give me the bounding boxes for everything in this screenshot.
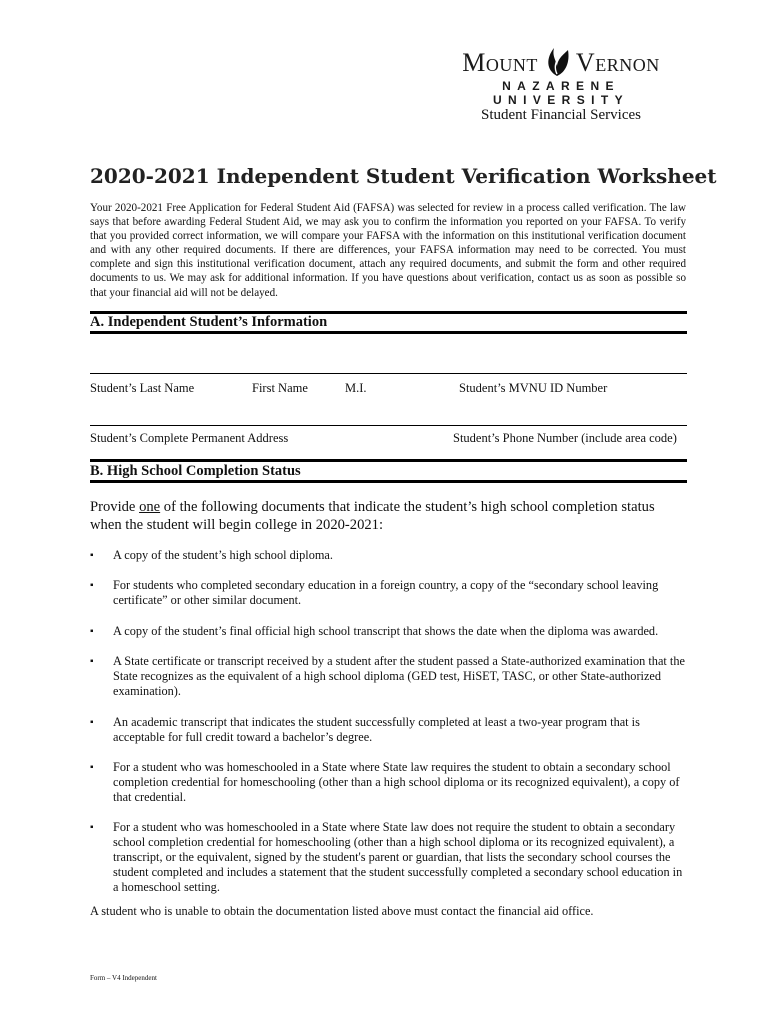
list-item: ▪ A copy of the student’s final official high school transcript that shows the date when the diploma was awarded. bbox=[90, 623, 659, 638]
list-item: ▪ A copy of the student’s high school diploma. bbox=[90, 548, 333, 562]
list-item: ▪ An academic transcript that indicates the student successfully completed at least a two-year program that is acceptable for full credit toward a bachelor’s degree. bbox=[90, 714, 640, 744]
square-bullet-icon: ▪ bbox=[90, 761, 94, 773]
first-name-label: First Name bbox=[252, 381, 308, 395]
section-b-bottom-bar bbox=[90, 480, 687, 483]
provide-text-emphasis: one bbox=[139, 499, 161, 515]
section-b-top-bar bbox=[90, 459, 687, 462]
provide-text-end: of the following documents that indicate the student’s high school completion status when the student will begin college in 2020-2021: bbox=[90, 499, 655, 533]
section-b-heading-text: B. High School Completion Status bbox=[90, 463, 301, 479]
square-bullet-icon: ▪ bbox=[90, 716, 94, 728]
square-bullet-icon: ▪ bbox=[90, 625, 94, 637]
last-name-label: Student’s Last Name bbox=[90, 381, 195, 395]
square-bullet-icon: ▪ bbox=[90, 822, 94, 834]
page-title: 2020-2021 Independent Student Verification Worksheet bbox=[90, 164, 717, 188]
intro-paragraph: Your 2020-2021 Free Application for Federal Student Aid (FAFSA) was selected for review in a process called verification. The law says that before awarding Federal Student Aid, we may ask you to confirm the information you reported on your FAFSA. To verify that you provided correct information, we will compare your FAFSA with the information on this institutional verification document and with any other required documents. If there are differences, your FAFSA information may need to be corrected. You must complete and sign this institutional verification document, attach any required documents, and submit the form and other required documents to us. We may ask for additional information. If you have questions about verification, contact us as soon as possible so that your financial aid will not be delayed. bbox=[90, 202, 686, 299]
section-b-heading bbox=[90, 463, 301, 481]
list-item: ▪ A State certificate or transcript received by a student after the student passed a State-authorized examination that the State recognizes as the equivalent of a high school diploma (GED test, HiSET, TASC, or other State-authorized examination). bbox=[90, 654, 685, 699]
logo-subtitle: NAZARENE UNIVERSITY bbox=[492, 79, 629, 107]
university-logo bbox=[436, 44, 686, 124]
section-a-heading-text: A. Independent Student’s Information bbox=[90, 314, 328, 330]
square-bullet-icon: ▪ bbox=[90, 580, 94, 592]
square-bullet-icon: ▪ bbox=[90, 656, 94, 668]
flame-leaf-icon bbox=[540, 44, 574, 78]
section-a-bottom-bar bbox=[90, 331, 687, 334]
middle-initial-label: M.I. bbox=[345, 381, 367, 395]
office-name: Student Financial Services bbox=[481, 107, 641, 123]
list-item: ▪ For a student who was homeschooled in a State where State law requires the student to obtain a secondary school completion credential for homeschooling (other than a high school diploma or its recognized equivalent), a copy of that credential. bbox=[90, 759, 680, 804]
list-item: ▪ For a student who was homeschooled in a State where State law does not require the student to obtain a secondary school completion credential for homeschooling (other than a high school diploma or its recognized equivalent), a transcript, or the equivalent, signed by the student's parent or guardian, that lists the secondary school courses the student completed and includes a statement that the student successfully completed a secondary school education in a homeschool setting. bbox=[90, 820, 683, 895]
name-field-line[interactable] bbox=[90, 373, 687, 374]
square-bullet-icon: ▪ bbox=[90, 550, 94, 561]
logo-word-right: Vernon bbox=[575, 48, 660, 77]
document-list bbox=[90, 548, 686, 911]
logo-word-left: Mount bbox=[462, 48, 538, 77]
provide-instruction bbox=[90, 498, 686, 534]
provide-text-start: Provide bbox=[90, 499, 140, 515]
closing-note: A student who is unable to obtain the documentation listed above must contact the financial aid office. bbox=[90, 904, 594, 918]
address-label: Student’s Complete Permanent Address bbox=[90, 431, 289, 445]
id-number-label: Student’s MVNU ID Number bbox=[459, 381, 608, 395]
phone-label: Student’s Phone Number (include area code) bbox=[453, 431, 677, 445]
section-a-heading bbox=[90, 314, 327, 332]
form-footer: Form – V4 Independent bbox=[90, 974, 157, 982]
list-item: ▪ For students who completed secondary education in a foreign country, a copy of the “secondary school leaving certificate” or other similar document. bbox=[90, 578, 659, 608]
address-field-line[interactable] bbox=[90, 425, 687, 426]
